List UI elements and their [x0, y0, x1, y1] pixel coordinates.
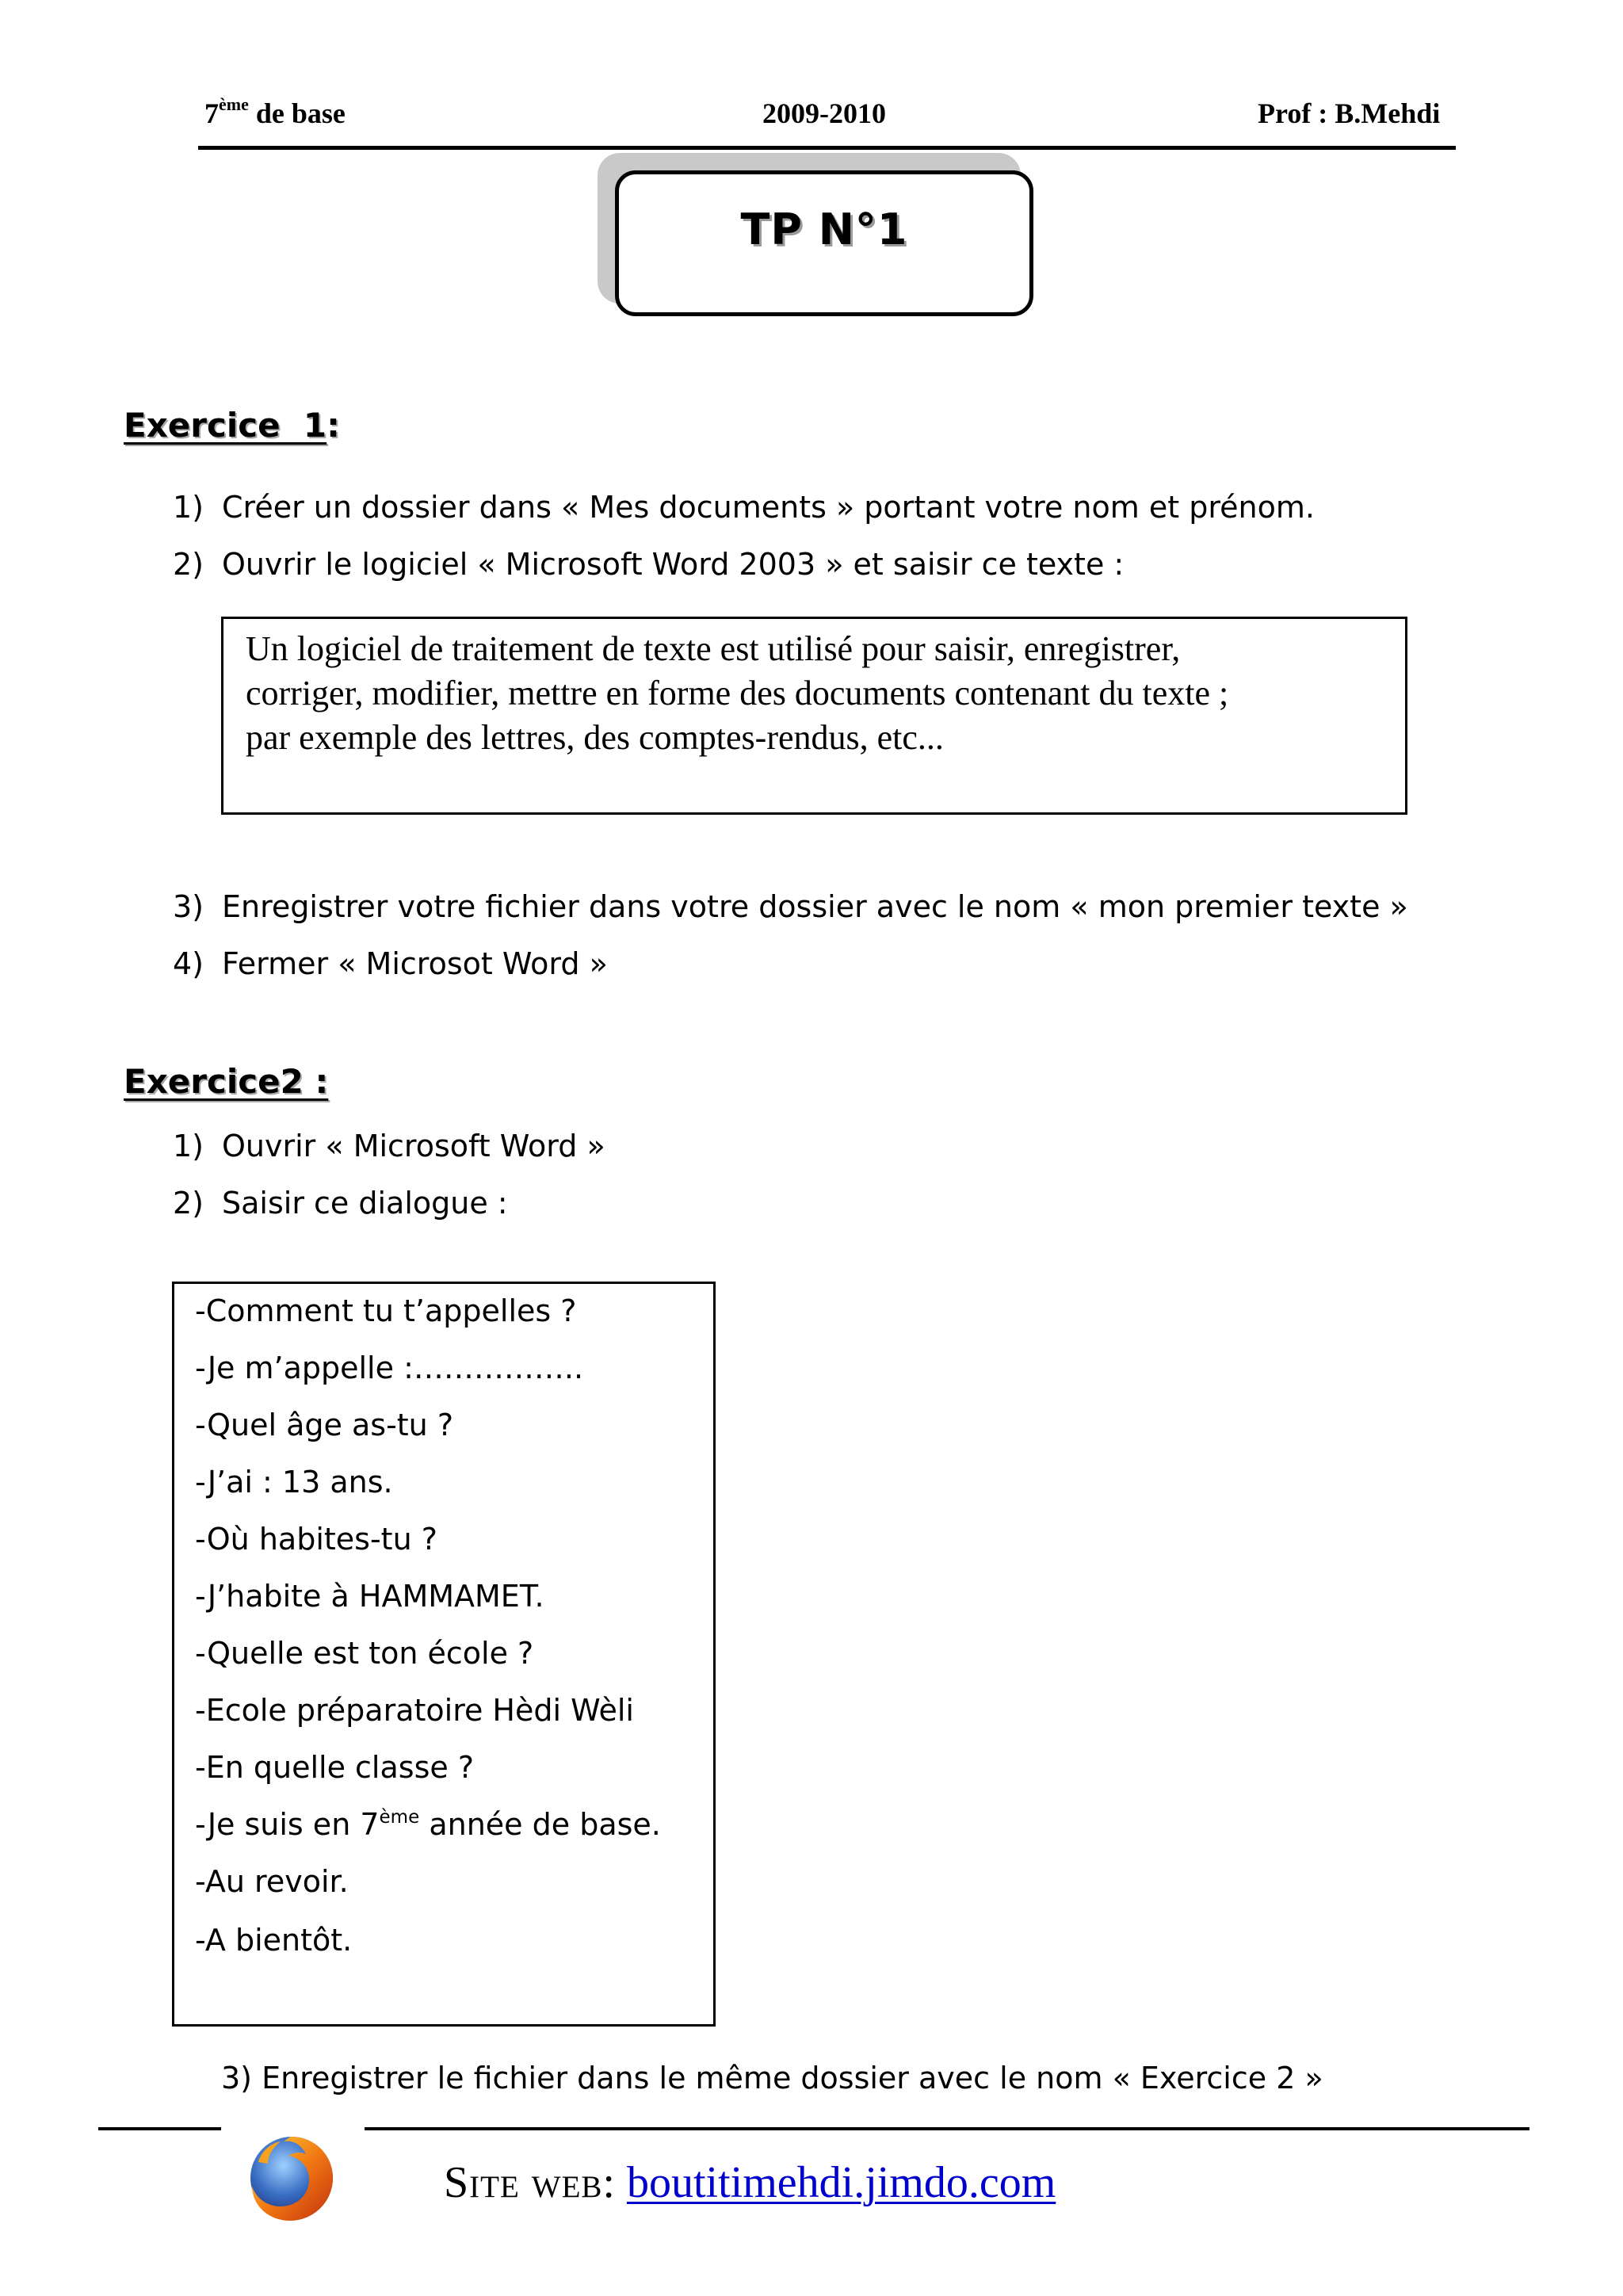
header-class-sup: ème — [219, 94, 249, 114]
exercise1-heading-main: Exercice 1 — [124, 406, 327, 445]
item-text: Fermer « Microsot Word » — [222, 946, 608, 981]
dialogue-line: -Quel âge as-tu ? — [195, 1408, 454, 1442]
item-text: Créer un dossier dans « Mes documents » portant votre nom et prénom. — [222, 490, 1315, 525]
item-number: 1) — [173, 490, 204, 525]
firefox-logo-icon — [244, 2130, 339, 2225]
item-text: Ouvrir le logiciel « Microsoft Word 2003 » et saisir ce texte : — [222, 547, 1125, 582]
dialogue-class-post: année de base. — [419, 1807, 661, 1842]
text-box-line: par exemple des lettres, des comptes-rendus, etc... — [246, 718, 944, 757]
dialogue-line-class — [195, 1807, 661, 1842]
dialogue-line: -Comment tu t’appelles ? — [195, 1293, 577, 1328]
header-class — [204, 94, 346, 130]
header-year: 2009-2010 — [762, 97, 886, 129]
item-number: 3) — [173, 889, 204, 924]
footer-website — [444, 2157, 1056, 2208]
website-label: Site web: — [444, 2158, 616, 2207]
header-class-rest: de base — [248, 97, 346, 129]
exercise2-item-3: 3) Enregistrer le fichier dans le même dossier avec le nom « Exercice 2 » — [221, 2061, 1323, 2095]
dialogue-line: -Je m’appelle :…………….. — [195, 1350, 584, 1385]
title-box — [615, 170, 1033, 316]
footer-divider-right — [365, 2127, 1529, 2130]
dialogue-line: -Au revoir. — [195, 1864, 349, 1899]
header-prof: Prof : B.Mehdi — [1258, 97, 1441, 129]
exercise1-text-box — [221, 617, 1407, 815]
dialogue-line: -En quelle classe ? — [195, 1750, 475, 1785]
text-box-line: Un logiciel de traitement de texte est utilisé pour saisir, enregistrer, — [246, 629, 1181, 668]
item-number: 1) — [173, 1129, 204, 1163]
item-text: Saisir ce dialogue : — [222, 1186, 508, 1221]
dialogue-class-sup: ème — [379, 1807, 420, 1828]
item-text: Ouvrir « Microsoft Word » — [222, 1129, 605, 1163]
website-link[interactable]: boutitimehdi.jimdo.com — [626, 2158, 1056, 2207]
dialogue-line: -Quelle est ton école ? — [195, 1636, 534, 1671]
exercise1-heading — [124, 406, 340, 445]
dialogue-box — [172, 1282, 716, 2027]
header-divider — [198, 146, 1456, 150]
page-title: TP N°1 — [740, 204, 908, 254]
dialogue-line: -Ecole préparatoire Hèdi Wèli — [195, 1693, 634, 1728]
item-text: Enregistrer votre fichier dans votre dossier avec le nom « mon premier texte » — [222, 889, 1408, 924]
item-number: 2) — [173, 1186, 204, 1221]
exercise1-heading-suffix: : — [327, 406, 340, 445]
exercise2-heading — [124, 1062, 328, 1101]
footer-divider-left — [98, 2127, 221, 2130]
item-number: 4) — [173, 946, 204, 981]
dialogue-line: -J’ai : 13 ans. — [195, 1465, 393, 1499]
dialogue-class-pre: -Je suis en 7 — [195, 1807, 380, 1842]
dialogue-line: -J’habite à HAMMAMET. — [195, 1579, 544, 1614]
text-box-line: corriger, modifier, mettre en forme des documents contenant du texte ; — [246, 674, 1229, 712]
dialogue-line: -A bientôt. — [195, 1923, 353, 1958]
exercise2-heading-text: Exercice2 : — [124, 1062, 329, 1101]
dialogue-line: -Où habites-tu ? — [195, 1522, 437, 1557]
item-number: 2) — [173, 547, 204, 582]
header-class-num: 7 — [204, 97, 219, 129]
